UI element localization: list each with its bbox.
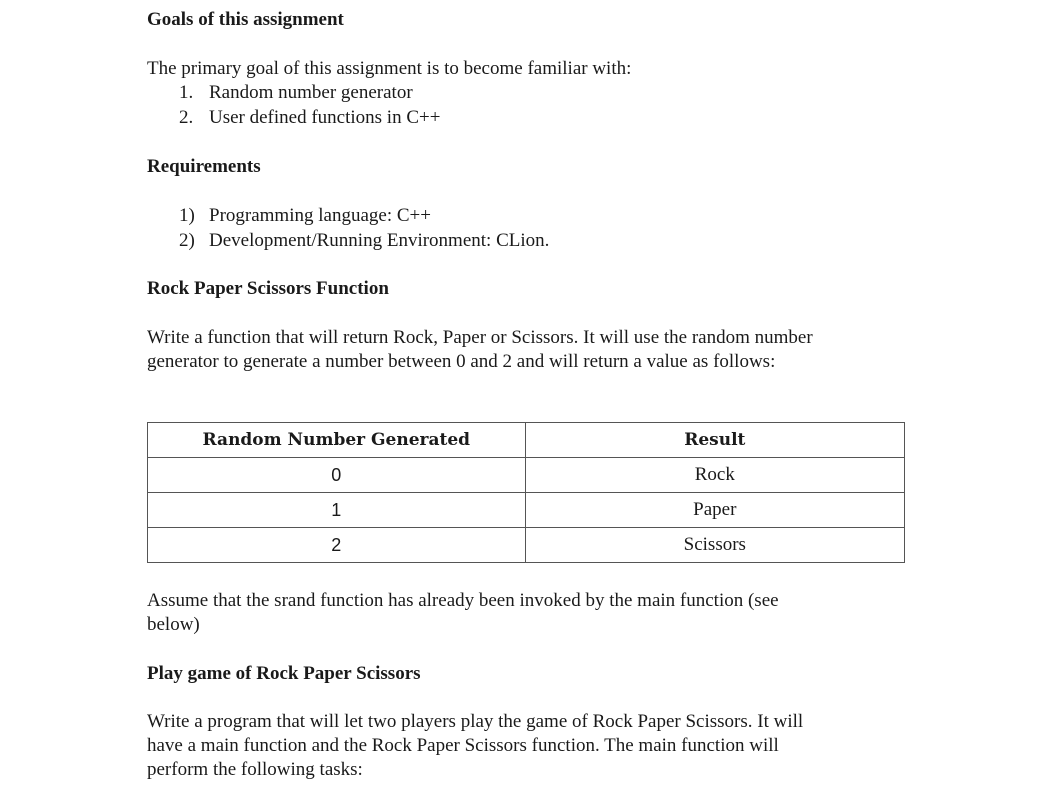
goals-heading: Goals of this assignment [147, 9, 344, 30]
column-header-result: Result [525, 423, 904, 458]
paragraph-line: have a main function and the Rock Paper Scissors function. The main function will [147, 735, 779, 756]
requirements-list [179, 204, 549, 253]
cell-number: 0 [148, 458, 526, 493]
cell-number: 1 [148, 493, 526, 528]
list-number: 1. [179, 82, 194, 103]
cell-result: Rock [525, 458, 904, 493]
column-header-number: Random Number Generated [148, 423, 526, 458]
play-game-description [147, 710, 907, 782]
requirements-list-item [179, 229, 549, 254]
goals-list [179, 81, 440, 130]
rps-mapping-table [147, 422, 905, 563]
table-row [148, 528, 905, 563]
rps-function-heading: Rock Paper Scissors Function [147, 278, 389, 299]
goals-list-item [179, 81, 440, 106]
play-game-heading: Play game of Rock Paper Scissors [147, 663, 421, 684]
goals-list-item [179, 106, 440, 131]
list-number: 2. [179, 106, 194, 128]
paragraph-line: Write a function that will return Rock, Paper or Scissors. It will use the random number [147, 327, 813, 348]
list-text: Programming language: C++ [209, 205, 431, 226]
table-row [148, 458, 905, 493]
list-text: User defined functions in C++ [209, 106, 441, 128]
table-row [148, 493, 905, 528]
cell-result: Paper [525, 493, 904, 528]
srand-note [147, 589, 907, 637]
paragraph-line: generator to generate a number between 0 and 2 and will return a value as follows: [147, 351, 776, 372]
cell-number: 2 [148, 528, 526, 563]
list-text: Development/Running Environment: CLion. [209, 229, 550, 251]
goals-intro [147, 57, 907, 81]
requirements-list-item [179, 204, 549, 229]
cell-result: Scissors [525, 528, 904, 563]
paragraph-line: Assume that the srand function has already been invoked by the main function (see [147, 590, 779, 611]
list-number: 2) [179, 229, 195, 251]
list-text: Random number generator [209, 82, 413, 103]
paragraph-line: perform the following tasks: [147, 759, 363, 780]
goals-intro-text: The primary goal of this assignment is to become familiar with: [147, 58, 632, 79]
requirements-heading: Requirements [147, 156, 261, 177]
list-number: 1) [179, 205, 195, 226]
paragraph-line: Write a program that will let two players play the game of Rock Paper Scissors. It will [147, 711, 804, 732]
rps-function-description [147, 326, 907, 374]
paragraph-line: below) [147, 614, 200, 635]
table-header-row [148, 423, 905, 458]
